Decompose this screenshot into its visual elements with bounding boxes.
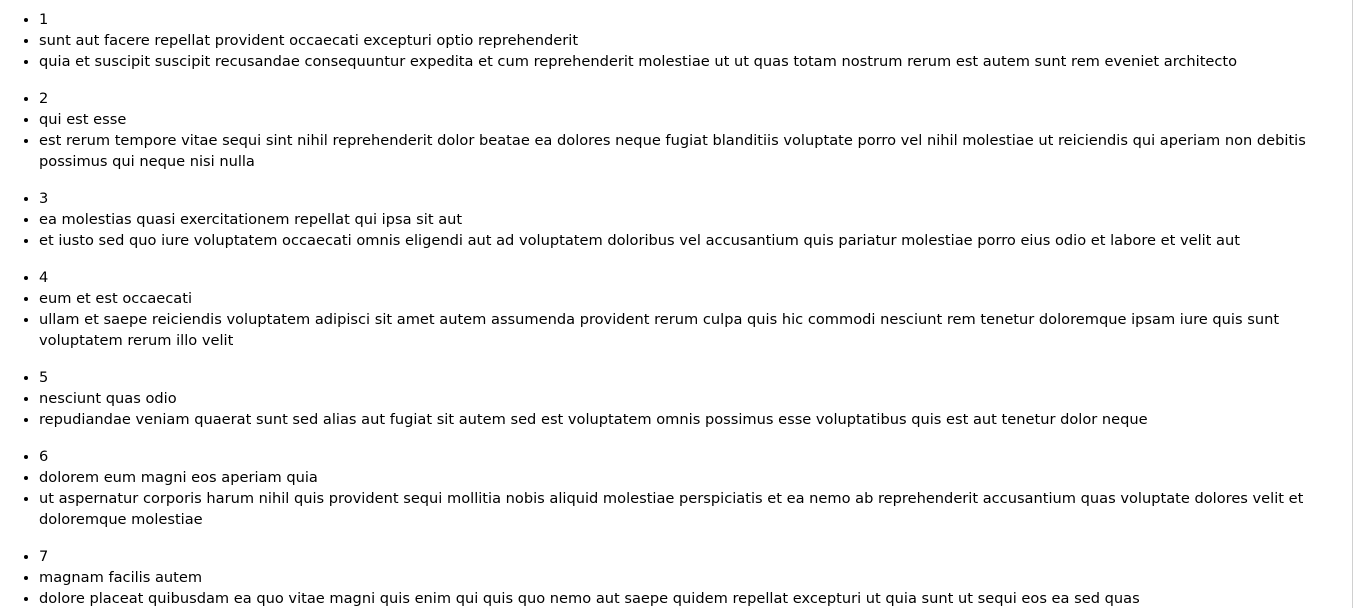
- post-id: • 5: [39, 367, 1341, 388]
- post-list-3: [0, 188, 1341, 251]
- post-title: • magnam facilis autem: [39, 567, 1341, 588]
- post-body: • ut aspernatur corporis harum nihil quis provident sequi mollitia nobis aliquid molestiae perspiciatis et ea nemo ab reprehenderit accusantium quas voluptate dolores velit et doloremque molestiae: [39, 488, 1341, 530]
- post-id: • 3: [39, 188, 1341, 209]
- post-body: • repudiandae veniam quaerat sunt sed alias aut fugiat sit autem sed est voluptatem omnis possimus esse voluptatibus quis est aut tenetur dolor neque: [39, 409, 1341, 430]
- post-id: • 1: [39, 9, 1341, 30]
- post-title: • qui est esse: [39, 109, 1341, 130]
- post-list-6: [0, 446, 1341, 530]
- post-body: • ullam et saepe reiciendis voluptatem adipisci sit amet autem assumenda provident rerum culpa quis hic commodi nesciunt rem tenetur doloremque ipsam iure quis sunt voluptatem rerum illo velit: [39, 309, 1341, 351]
- post-title: • dolorem eum magni eos aperiam quia: [39, 467, 1341, 488]
- post-list-2: [0, 88, 1341, 172]
- post-id: • 7: [39, 546, 1341, 567]
- post-title: • eum et est occaecati: [39, 288, 1341, 309]
- post-id: • 2: [39, 88, 1341, 109]
- post-id: • 6: [39, 446, 1341, 467]
- post-title: • ea molestias quasi exercitationem repellat qui ipsa sit aut: [39, 209, 1341, 230]
- post-body: • est rerum tempore vitae sequi sint nihil reprehenderit dolor beatae ea dolores neque fugiat blanditiis voluptate porro vel nihil molestiae ut reiciendis qui aperiam non debitis possimus qui neque nisi nulla: [39, 130, 1341, 172]
- post-id: • 4: [39, 267, 1341, 288]
- post-list-7: [0, 546, 1341, 608]
- post-list-1: [0, 9, 1341, 72]
- post-title: • sunt aut facere repellat provident occaecati excepturi optio reprehenderit: [39, 30, 1341, 51]
- post-body: • dolore placeat quibusdam ea quo vitae magni quis enim qui quis quo nemo aut saepe quidem repellat excepturi ut quia sunt ut sequi eos ea sed quas: [39, 588, 1341, 608]
- post-list-5: [0, 367, 1341, 430]
- post-body: • et iusto sed quo iure voluptatem occaecati omnis eligendi aut ad voluptatem doloribus vel accusantium quis pariatur molestiae porro eius odio et labore et velit aut: [39, 230, 1341, 251]
- post-body: • quia et suscipit suscipit recusandae consequuntur expedita et cum reprehenderit molestiae ut ut quas totam nostrum rerum est autem sunt rem eveniet architecto: [39, 51, 1341, 72]
- post-title: • nesciunt quas odio: [39, 388, 1341, 409]
- post-list-4: [0, 267, 1341, 351]
